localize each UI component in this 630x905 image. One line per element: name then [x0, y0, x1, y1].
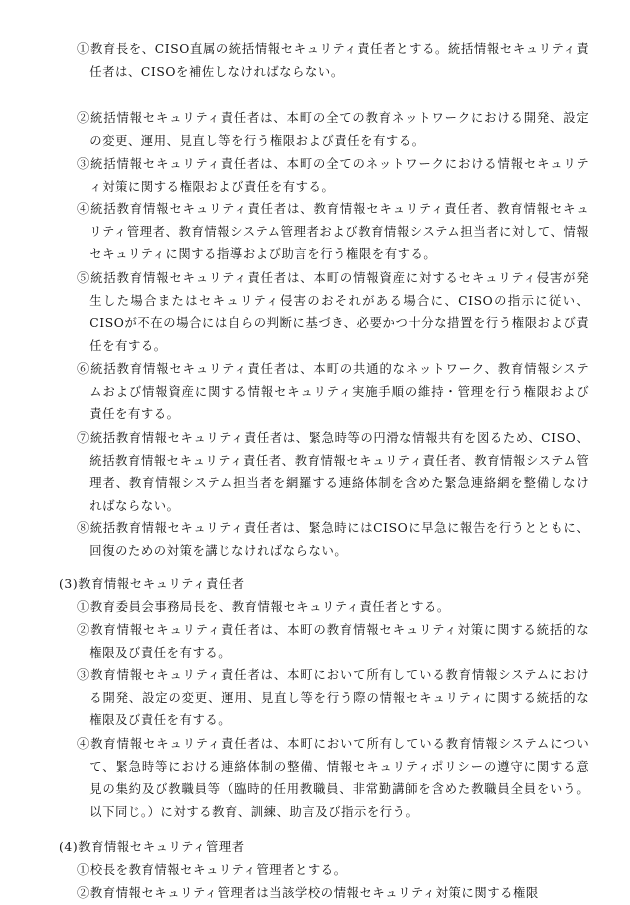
list-item: ⑧統括教育情報セキュリティ責任者は、緊急時にはCISOに早急に報告を行うとともに、回復のための対策を講じなければならない。	[77, 521, 590, 558]
list-item: ②統括情報セキュリティ責任者は、本町の全ての教育ネットワークにおける開発、設定の変更、運用、見直し等を行う権限および責任を有する。	[77, 111, 590, 148]
list-item: ②教育情報セキュリティ責任者は、本町の教育情報セキュリティ対策に関する統括的な権限及び責任を有する。	[77, 623, 590, 660]
list-item: ③教育情報セキュリティ責任者は、本町において所有している教育情報システムにおける開発、設定の変更、運用、見直し等を行う際の情報セキュリティに関する統括的な権限及び責任を有する。	[77, 668, 590, 728]
list-item: ⑥統括教育情報セキュリティ責任者は、本町の共通的なネットワーク、教育情報システムおよび情報資産に関する情報セキュリティ実施手順の維持・管理を行う権限および責任を有する。	[77, 362, 590, 422]
section-heading: (3)教育情報セキュリティ責任者	[59, 577, 245, 591]
list-item: ①教育委員会事務局長を、教育情報セキュリティ責任者とする。	[77, 600, 450, 614]
section-heading: (4)教育情報セキュリティ管理者	[59, 840, 245, 854]
list-item: ④統括教育情報セキュリティ責任者は、教育情報セキュリティ責任者、教育情報セキュリティ管理者、教育情報システム管理者および教育情報システム担当者に対して、情報セキュリティに関する指導および助言を行う権限を有する。	[77, 202, 590, 262]
list-item: ①教育長を、CISO直属の統括情報セキュリティ責任者とする。統括情報セキュリティ責任者は、CISOを補佐しなければならない。	[77, 42, 590, 79]
list-item: ④教育情報セキュリティ責任者は、本町において所有している教育情報システムについて、緊急時等における連絡体制の整備、情報セキュリティポリシーの遵守に関する意見の集約及び教職員等（臨時的任用教職員、非常勤講師を含めた教職員全員をいう。以下同じ。）に対する教育、訓練、助言及び指示を行う。	[77, 737, 590, 820]
list-item: ①校長を教育情報セキュリティ管理者とする。	[77, 863, 347, 877]
list-item: ⑤統括教育情報セキュリティ責任者は、本町の情報資産に対するセキュリティ侵害が発生した場合またはセキュリティ侵害のおそれがある場合に、CISOの指示に従い、CISOが不在の場合には自らの判断に基づき、必要かつ十分な措置を行う権限および責任を有する。	[77, 271, 590, 354]
list-item: ③統括情報セキュリティ責任者は、本町の全てのネットワークにおける情報セキュリティ対策に関する権限および責任を有する。	[77, 157, 590, 194]
list-item: ⑦統括教育情報セキュリティ責任者は、緊急時等の円滑な情報共有を図るため、CISO、統括教育情報セキュリティ責任者、教育情報セキュリティ責任者、教育情報システム管理者、教育情報システム担当者を網羅する連絡体制を含めた緊急連絡網を整備しなければならない。	[77, 431, 590, 514]
list-item: ②教育情報セキュリティ管理者は当該学校の情報セキュリティ対策に関する権限	[77, 886, 539, 900]
